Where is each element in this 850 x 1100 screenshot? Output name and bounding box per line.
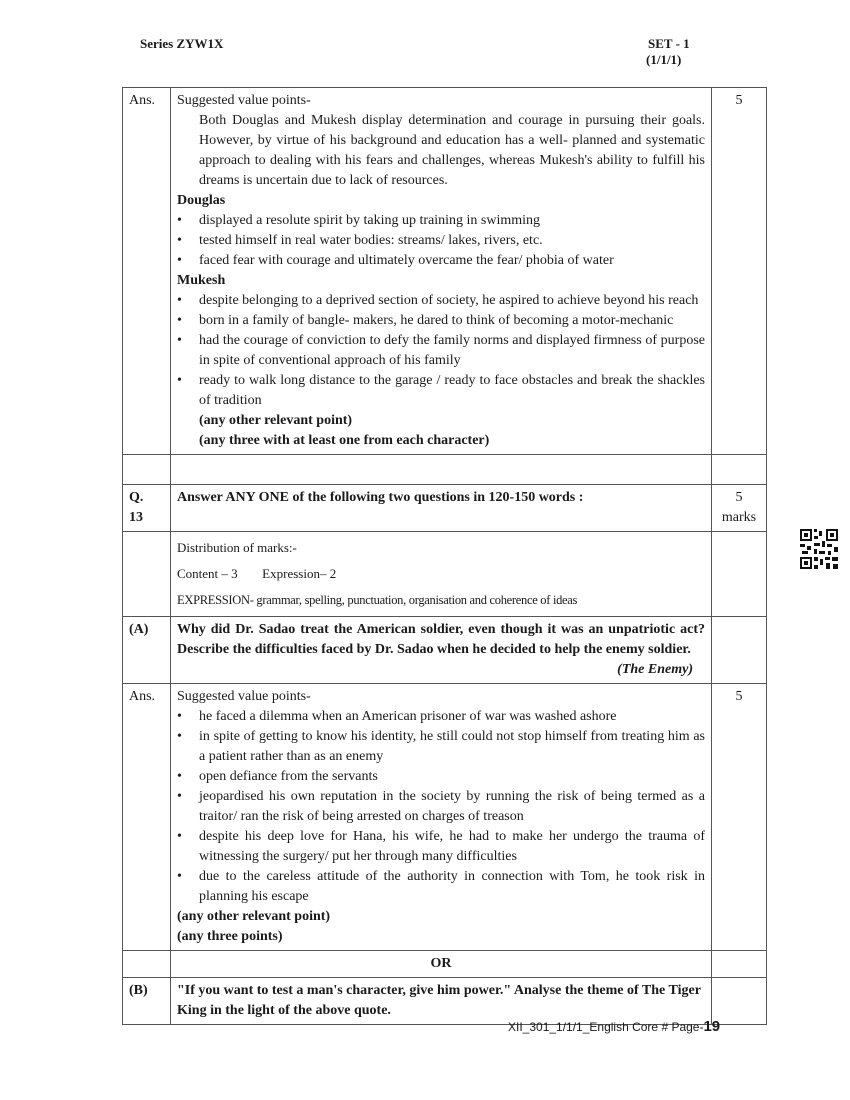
douglas-points [177,211,705,271]
list-item: • due to the careless attitude of the authority in connection with Tom, he took risk in planning his escape [177,867,705,907]
row-label: Ans. [123,88,171,455]
part-a-question: Why did Dr. Sadao treat the American soldier, even though it was an unpatriotic act? Describe the difficulties faced by Dr. Sadao when he decided to help the enemy soldier. [177,622,705,657]
summary-text: Both Douglas and Mukesh display determination and courage in pursuing their goals. However, by virtue of his background and education has a well- planned and systematic approach to dealing with his fears and challenges, whereas Mukesh's ability to fulfill his dreams is uncertain due to lack of resources. [199,113,705,188]
list-item: • despite belonging to a deprived section of society, he aspired to achieve beyond his reach [177,291,705,311]
list-item: • faced fear with courage and ultimately overcame the fear/ phobia of water [177,251,705,271]
marks-cell: 5 [712,684,767,951]
or-row [123,951,767,978]
part-a-label: (A) [123,617,171,684]
part-a-answer-row [123,684,767,951]
mukesh-points [177,291,705,411]
set-number: SET - 1 [648,36,690,51]
marking-scheme-table [122,87,767,1025]
distribution-heading: Distribution of marks:- [177,540,297,555]
note-three-points: (any three points) [177,929,283,944]
douglas-heading: Douglas [177,193,226,208]
list-item: • despite his deep love for Hana, his wife, he had to make her undergo the trauma of witnessing the surgery/ put her through many difficulties [177,827,705,867]
note-other-point: (any other relevant point) [177,909,331,924]
q13-row [123,485,767,532]
q12-answer-row [123,88,767,455]
set-label [648,36,690,68]
part-a-question-cell [171,617,712,684]
list-item: • tested himself in real water bodies: streams/ lakes, rivers, etc. [177,231,705,251]
distribution-cell [171,532,712,617]
part-a-row [123,617,767,684]
answer-cell [171,88,712,455]
distribution-row [123,532,767,617]
footer-code: XII_301_1/1/1_English Core # Page- [508,1020,704,1034]
q13-marks: 5 marks [712,485,767,532]
note-three-points: (any three with at least one from each character) [199,433,490,448]
set-code: (1/1/1) [646,52,682,67]
page-number: 19 [703,1018,721,1035]
list-item: • ready to walk long distance to the garage / ready to face obstacles and break the shackles of tradition [177,371,705,411]
list-item: • open defiance from the servants [177,767,705,787]
note-other-point: (any other relevant point) [199,413,353,428]
answer-cell [171,684,712,951]
q13-instruction: Answer ANY ONE of the following two questions in 120-150 words : [171,485,712,532]
marks-cell: 5 [712,88,767,455]
part-b-question: "If you want to test a man's character, give him power." Analyse the theme of The Tiger King in the light of the above quote. [171,978,712,1025]
content-marks: Content – 3 [177,566,238,581]
row-label: Ans. [123,684,171,951]
expression-detail: EXPRESSION- grammar, spelling, punctuation, organisation and coherence of ideas [177,593,578,607]
spacer-row [123,455,767,485]
part-b-label: (B) [123,978,171,1025]
expression-marks: Expression– 2 [262,566,337,581]
question-label: Q. 13 [123,485,171,532]
part-a-source: (The Enemy) [617,662,693,677]
part-a-points [177,707,705,907]
series-label: Series ZYW1X [140,36,224,51]
or-divider: OR [171,951,712,978]
list-item: • in spite of getting to know his identity, he still could not stop himself from treating him as a patient rather than as an enemy [177,727,705,767]
qr-code-icon [800,529,838,569]
intro-text: Suggested value points- [177,689,311,704]
mukesh-heading: Mukesh [177,273,226,288]
list-item: • had the courage of conviction to defy the family norms and displayed firmness of purpose in spite of conventional approach of his family [177,331,705,371]
list-item: • he faced a dilemma when an American prisoner of war was washed ashore [177,707,705,727]
list-item: • displayed a resolute spirit by taking up training in swimming [177,211,705,231]
page-footer [508,1018,720,1035]
distribution-values [177,561,705,587]
list-item: • born in a family of bangle- makers, he dared to think of becoming a motor-mechanic [177,311,705,331]
list-item: • jeopardised his own reputation in the society by running the risk of being termed as a traitor/ ran the risk of being arrested on charges of treason [177,787,705,827]
intro-text: Suggested value points- [177,93,311,108]
